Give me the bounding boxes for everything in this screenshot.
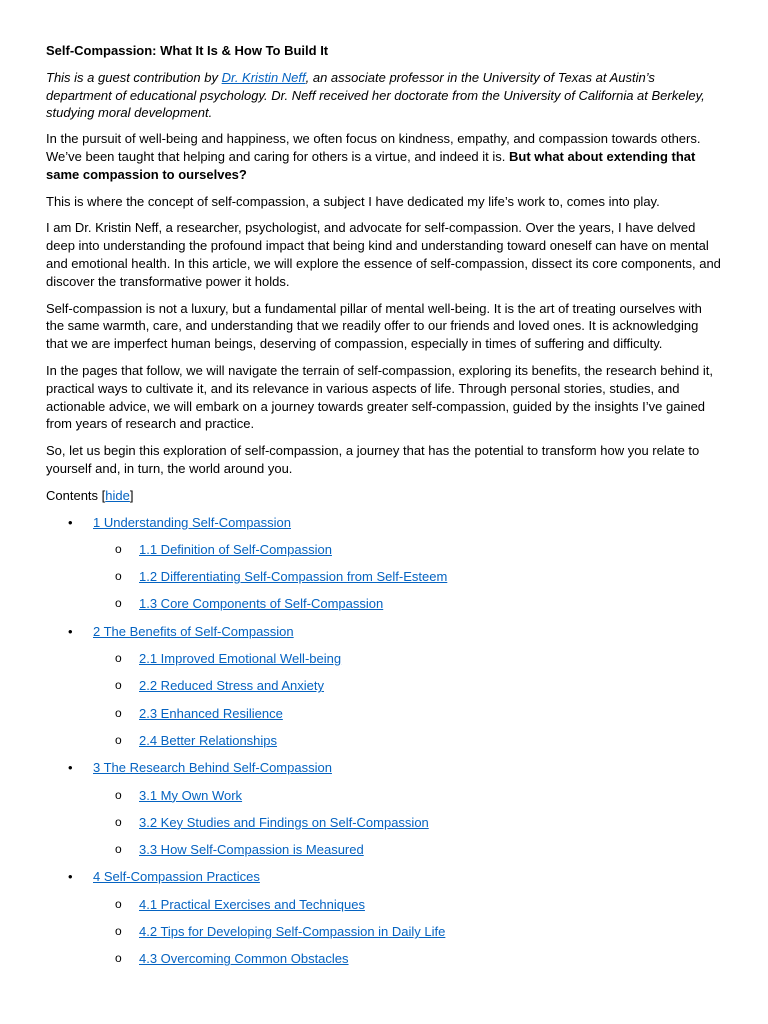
circle-bullet-icon: o bbox=[115, 896, 122, 911]
toc-subsection-link[interactable]: 2.4 Better Relationships bbox=[139, 732, 278, 748]
circle-bullet-icon: o bbox=[115, 842, 122, 857]
toc-subsection-list bbox=[93, 541, 722, 613]
paragraph-4: Self-compassion is not a luxury, but a fundamental pillar of mental well-being. It is the art of treating ourselves with the same warmth, care, and understanding that we readily offer to our friends and loved ones. It is acknowledging that we are imperfect human beings, deserving of compassion, especially in times of suffering and difficulty. bbox=[46, 300, 702, 352]
author-link[interactable]: Dr. Kristin Neff bbox=[221, 69, 306, 85]
contents-bracket-close: ] bbox=[129, 487, 134, 503]
toc-subsection-link[interactable]: 3.1 My Own Work bbox=[139, 787, 243, 803]
bullet-icon: • bbox=[68, 623, 73, 639]
toc-subsection-link[interactable]: 1.1 Definition of Self-Compassion bbox=[139, 541, 332, 557]
toc-section bbox=[46, 759, 722, 859]
toc-subsection-link[interactable]: 3.3 How Self-Compassion is Measured bbox=[139, 842, 364, 858]
contents-label: Contents bbox=[46, 487, 99, 503]
article-title: Self-Compassion: What It Is & How To Build It bbox=[46, 43, 329, 58]
toc-section bbox=[46, 514, 722, 614]
toc-subsection bbox=[93, 841, 722, 859]
toc-subsection bbox=[93, 677, 722, 695]
toc-subsection-link[interactable]: 2.1 Improved Emotional Well-being bbox=[139, 651, 342, 667]
circle-bullet-icon: o bbox=[115, 541, 122, 556]
circle-bullet-icon: o bbox=[115, 596, 122, 611]
toc-subsection bbox=[93, 814, 722, 832]
toc-section-link[interactable]: 1 Understanding Self-Compassion bbox=[93, 514, 291, 530]
toc-subsection bbox=[93, 595, 722, 613]
toc-subsection-list bbox=[93, 650, 722, 750]
guest-intro bbox=[46, 69, 722, 122]
paragraph-3: I am Dr. Kristin Neff, a researcher, psychologist, and advocate for self-compassion. Over the years, I have delved deep into understanding the profound impact that being kind and understanding toward oneself can have on mental and emotional health. In this article, we will explore the essence of self-compassion, dissect its core components, and discover the transformative power it holds. bbox=[46, 220, 721, 289]
toc-subsection bbox=[93, 923, 722, 941]
toc-section bbox=[46, 868, 722, 968]
toc-subsection-link[interactable]: 4.3 Overcoming Common Obstacles bbox=[139, 951, 349, 967]
circle-bullet-icon: o bbox=[115, 951, 122, 966]
toc-subsection bbox=[93, 950, 722, 968]
toc-subsection bbox=[93, 541, 722, 559]
bullet-icon: • bbox=[68, 869, 73, 885]
toc-subsection-link[interactable]: 2.3 Enhanced Resilience bbox=[139, 705, 283, 721]
toc-subsection-link[interactable]: 4.2 Tips for Developing Self-Compassion in Daily Life bbox=[139, 923, 446, 939]
circle-bullet-icon: o bbox=[115, 923, 122, 938]
circle-bullet-icon: o bbox=[115, 732, 122, 747]
toc-subsection bbox=[93, 787, 722, 805]
circle-bullet-icon: o bbox=[115, 678, 122, 693]
paragraph-5: In the pages that follow, we will navigate the terrain of self-compassion, exploring its benefits, the research behind it, practical ways to cultivate it, and its relevance in various aspects of life. Through personal stories, studies, and actionable advice, we will embark on a journey towards greater self-compassion, guided by the insights I’ve gained from years of research and practice. bbox=[46, 362, 713, 432]
toc-subsection-link[interactable]: 1.3 Core Components of Self-Compassion bbox=[139, 596, 384, 612]
toc-section-link[interactable]: 3 The Research Behind Self-Compassion bbox=[93, 760, 332, 776]
table-of-contents bbox=[46, 514, 722, 969]
circle-bullet-icon: o bbox=[115, 705, 122, 720]
bullet-icon: • bbox=[68, 760, 73, 776]
toc-section-link[interactable]: 2 The Benefits of Self-Compassion bbox=[93, 623, 294, 639]
circle-bullet-icon: o bbox=[115, 814, 122, 829]
toc-subsection bbox=[93, 896, 722, 914]
paragraph-2: This is where the concept of self-compassion, a subject I have dedicated my life’s work to, comes into play. bbox=[46, 193, 660, 209]
contents-header bbox=[46, 487, 722, 505]
toc-section bbox=[46, 623, 722, 750]
toc-subsection-list bbox=[93, 896, 722, 968]
contents-bracket-open: [ bbox=[101, 487, 106, 503]
intro-suffix: , an associate professor in the University of Texas at Austin’s department of educational psychology. Dr. Neff received her doctorate from the University of California at Berkeley, studying moral development. bbox=[46, 69, 705, 121]
toc-subsection-list bbox=[93, 787, 722, 859]
circle-bullet-icon: o bbox=[115, 787, 122, 802]
hide-contents-link[interactable]: hide bbox=[105, 487, 130, 503]
bullet-icon: • bbox=[68, 514, 73, 530]
toc-subsection bbox=[93, 568, 722, 586]
circle-bullet-icon: o bbox=[115, 651, 122, 666]
toc-subsection-link[interactable]: 1.2 Differentiating Self-Compassion from Self-Esteem bbox=[139, 569, 448, 585]
toc-subsection-link[interactable]: 2.2 Reduced Stress and Anxiety bbox=[139, 678, 325, 694]
toc-subsection-link[interactable]: 4.1 Practical Exercises and Techniques bbox=[139, 896, 365, 912]
toc-subsection bbox=[93, 732, 722, 750]
toc-subsection bbox=[93, 650, 722, 668]
toc-subsection-link[interactable]: 3.2 Key Studies and Findings on Self-Compassion bbox=[139, 814, 429, 830]
toc-subsection bbox=[93, 705, 722, 723]
paragraph-1 bbox=[46, 130, 722, 183]
toc-section-link[interactable]: 4 Self-Compassion Practices bbox=[93, 869, 260, 885]
circle-bullet-icon: o bbox=[115, 569, 122, 584]
paragraph-1-bold: But what about extending that same compassion to ourselves? bbox=[46, 148, 696, 182]
intro-prefix: This is a guest contribution by bbox=[46, 69, 222, 85]
paragraph-6: So, let us begin this exploration of self-compassion, a journey that has the potential to transform how you relate to yourself and, in turn, the world around you. bbox=[46, 443, 700, 476]
paragraph-1-text: In the pursuit of well-being and happiness, we often focus on kindness, empathy, and compassion towards others. We’ve been taught that helping and caring for others is a virtue, and indeed it is. bbox=[46, 131, 701, 164]
